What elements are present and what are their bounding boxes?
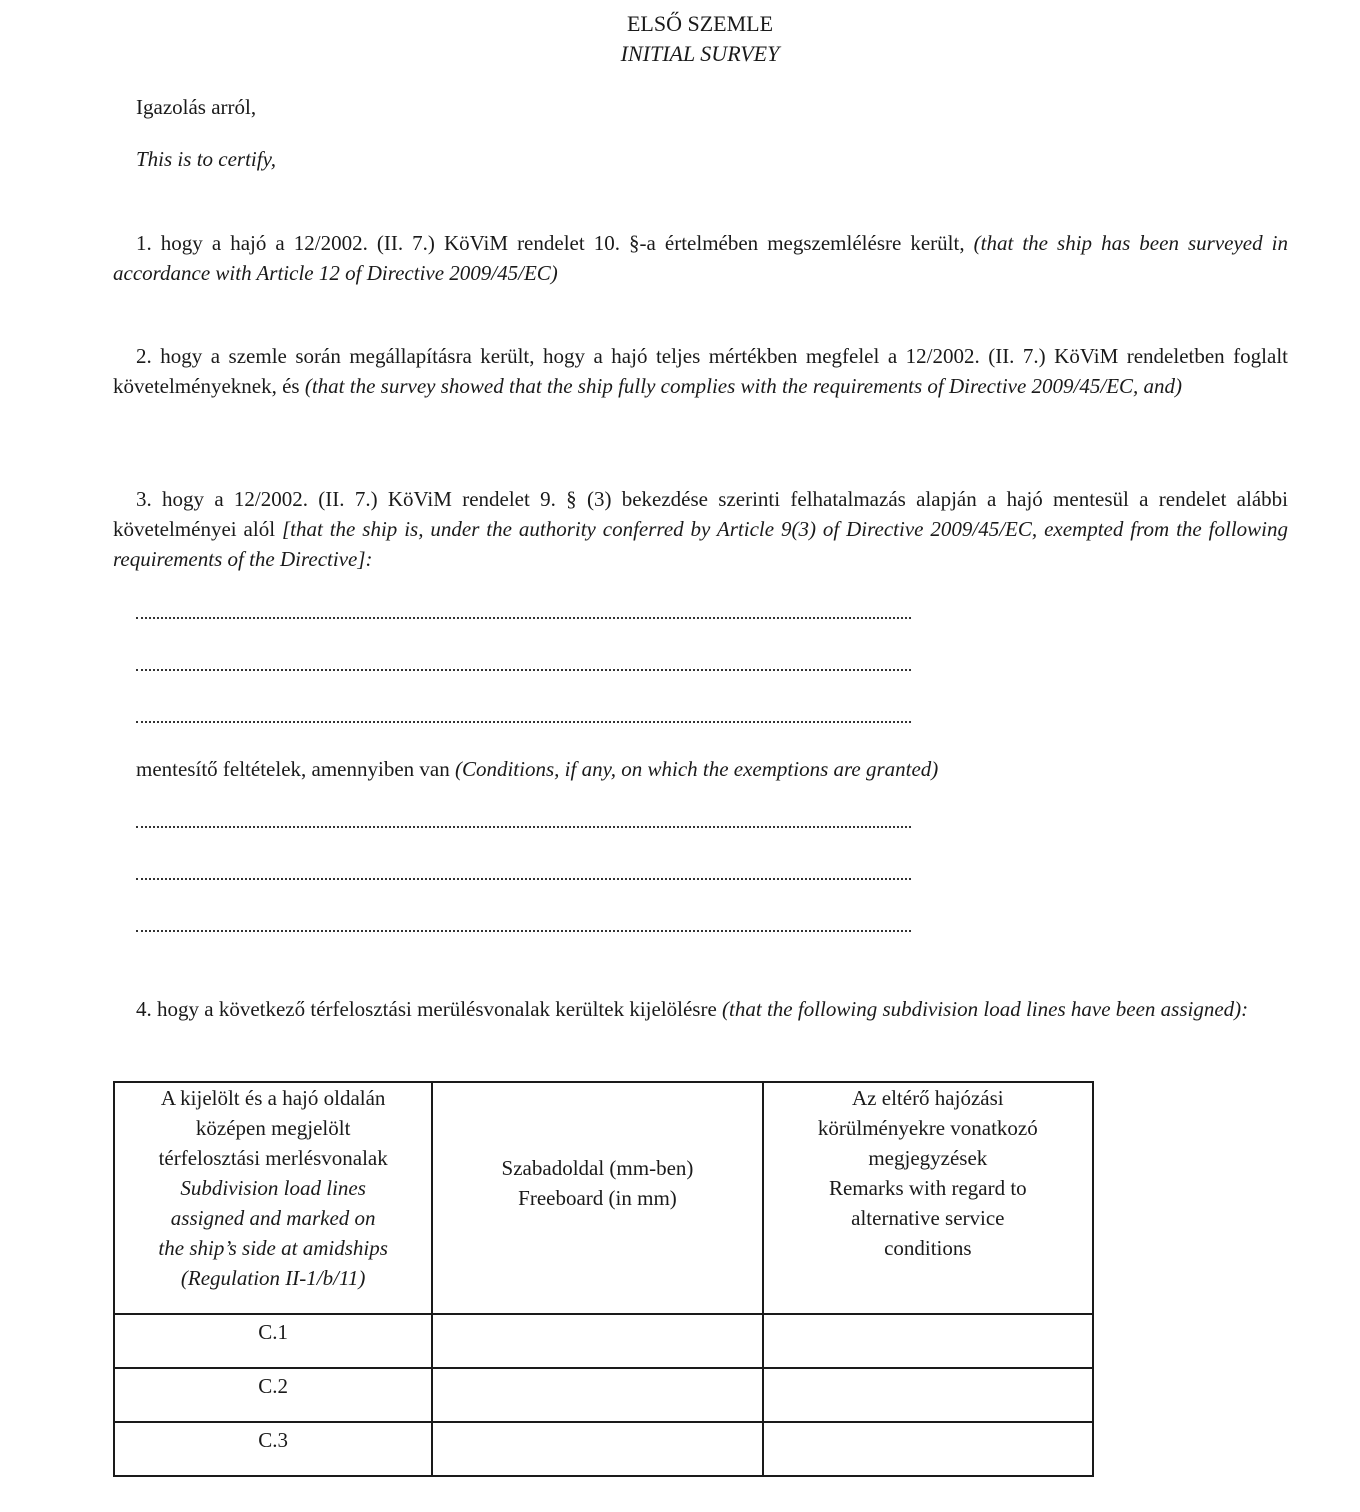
row-label-c1: C.1 (114, 1314, 432, 1368)
row-label-c3: C.3 (114, 1422, 432, 1476)
load-lines-table (113, 1081, 1094, 1477)
intro-english: This is to certify, (136, 147, 277, 171)
blank-line-condition-3[interactable] (136, 930, 911, 932)
item-1 (113, 228, 1288, 288)
table-row (114, 1368, 1093, 1422)
header-freeboard-hu: Szabadoldal (mm-ben) (501, 1156, 694, 1180)
header-load-lines-en-2: assigned and marked on (170, 1206, 376, 1230)
blank-line-exemption-2[interactable] (136, 669, 911, 671)
header-remarks-2: körülményekre vonatkozó (817, 1116, 1038, 1140)
header-remarks-4: Remarks with regard to (828, 1176, 1027, 1200)
remarks-cell-c2[interactable] (763, 1368, 1093, 1422)
table-row (114, 1314, 1093, 1368)
header-remarks-1: Az eltérő hajózási (852, 1086, 1004, 1110)
item-3-hungarian: 3. hogy a 12/2002. (II. 7.) KöViM rendelet 9. § (3) bekezdése szerinti felhatalmazás alapján a hajó mentesül a rendelet alábbi követelményei alól (113, 487, 1288, 541)
blank-line-exemption-3[interactable] (136, 721, 911, 723)
header-remarks-6: conditions (884, 1236, 972, 1260)
header-freeboard-en: Freeboard (in mm) (518, 1186, 677, 1210)
conditions-english: (Conditions, if any, on which the exemptions are granted) (454, 757, 939, 781)
remarks-cell-c1[interactable] (763, 1314, 1093, 1368)
item-1-hungarian: 1. hogy a hajó a 12/2002. (II. 7.) KöViM rendelet 10. §-a értelmében megszemlélésre került, (136, 231, 965, 255)
item-2-english: (that the survey showed that the ship fully complies with the requirements of Directive 2009/45/EC, and) (304, 374, 1183, 398)
remarks-cell-c3[interactable] (763, 1422, 1093, 1476)
header-load-lines-hu-3: térfelosztási merlésvonalak (158, 1146, 388, 1170)
intro-hungarian: Igazolás arról, (136, 95, 257, 119)
item-2-hungarian: 2. hogy a szemle során megállapításra került, hogy a hajó teljes mértékben megfelel a 12/2002. (II. 7.) KöViM rendeletben foglalt követelményeknek, és (113, 344, 1288, 398)
table-header-row (114, 1082, 1093, 1314)
header-load-lines-en-3: the ship’s side at amidships (158, 1236, 388, 1260)
item-4-hungarian: 4. hogy a következő térfelosztási merülésvonalak kerültek kijelölésre (136, 997, 717, 1021)
title-hungarian: ELSŐ SZEMLE (626, 11, 774, 36)
conditions-hungarian: mentesítő feltételek, amennyiben van (136, 757, 450, 781)
header-remarks (763, 1082, 1093, 1314)
header-load-lines-hu-2: középen megjelölt (195, 1116, 351, 1140)
blank-line-condition-2[interactable] (136, 878, 911, 880)
freeboard-cell-c1[interactable] (432, 1314, 762, 1368)
header-load-lines-hu-1: A kijelölt és a hajó oldalán (160, 1086, 386, 1110)
blank-line-condition-1[interactable] (136, 826, 911, 828)
header-remarks-5: alternative service (851, 1206, 1005, 1230)
item-1-english: (that the ship has been surveyed in accordance with Article 12 of Directive 2009/45/EC) (113, 231, 1289, 285)
header-load-lines (114, 1082, 432, 1314)
item-4 (113, 994, 1288, 1024)
blank-line-exemption-1[interactable] (136, 617, 911, 619)
freeboard-cell-c2[interactable] (432, 1368, 762, 1422)
header-load-lines-en-4: (Regulation II-1/b/11) (180, 1266, 366, 1290)
row-label-c2: C.2 (114, 1368, 432, 1422)
item-3-english: [that the ship is, under the authority conferred by Article 9(3) of Directive 2009/45/EC, exempted from the following requirements of the Directive]: (113, 517, 1288, 571)
freeboard-cell-c3[interactable] (432, 1422, 762, 1476)
item-3 (113, 484, 1288, 574)
conditions-line (136, 754, 938, 784)
header-load-lines-en-1: Subdivision load lines (180, 1176, 366, 1200)
table-row (114, 1422, 1093, 1476)
header-freeboard (432, 1082, 762, 1314)
item-4-english: (that the following subdivision load lines have been assigned): (722, 997, 1249, 1021)
header-remarks-3: megjegyzések (868, 1146, 988, 1170)
item-2 (113, 341, 1288, 401)
title-english: INITIAL SURVEY (620, 41, 780, 66)
